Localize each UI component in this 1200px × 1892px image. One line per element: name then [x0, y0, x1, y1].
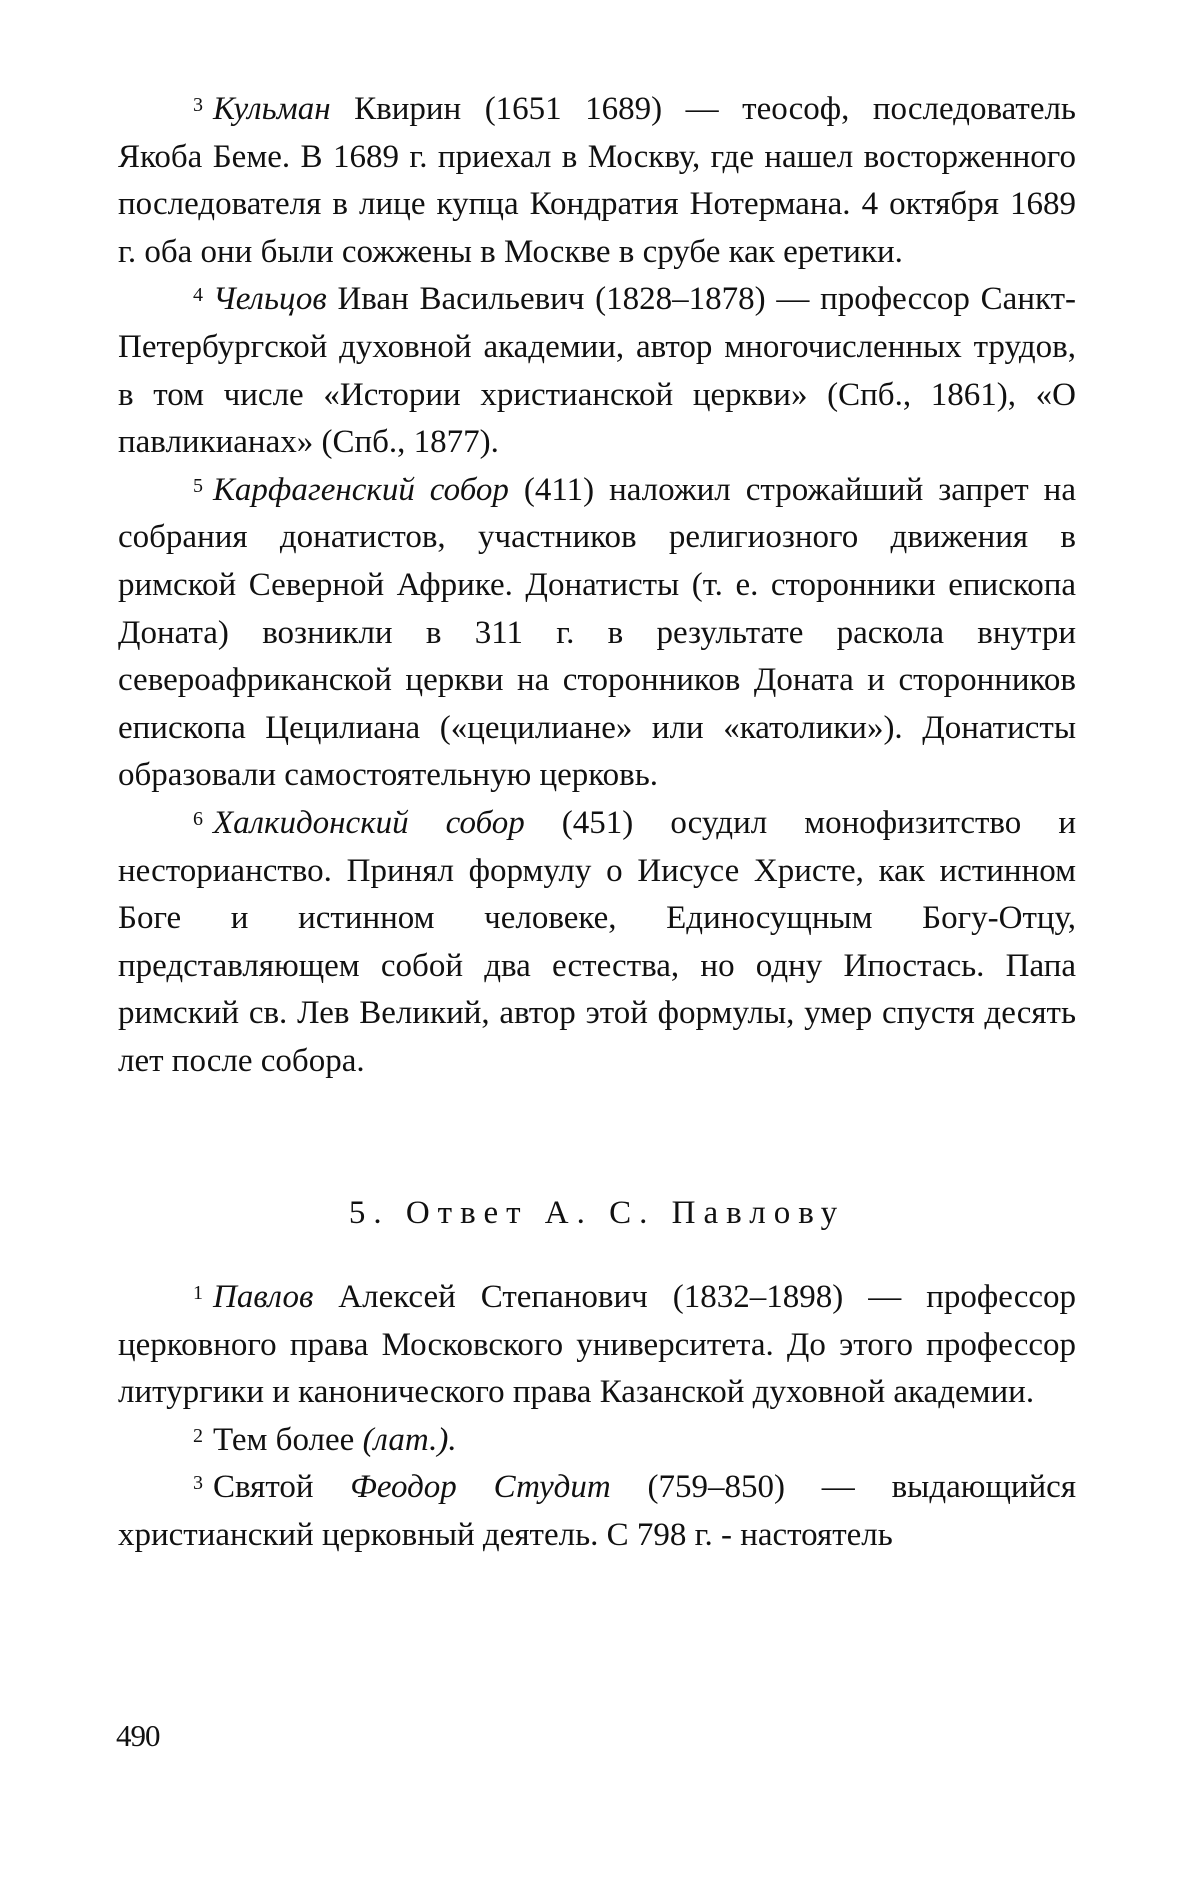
- page-body: [118, 86, 1076, 1560]
- footnote-term: Кульман: [213, 91, 331, 127]
- footnote-text: Квирин (1651 1689) — теософ, последователь Якоба Беме. В 1689 г. приехал в Москву, где нашел восторженного последователя в лице купца Кондратия Нотермана. 4 октября 1689 г. оба они были сожжены в Москве в срубе как еретики.: [118, 91, 1076, 270]
- footnote-text: (411) наложил строжайший запрет на собрания донатистов, участников религиозного движения в римской Северной Африке. Донатисты (т. е. сторонники епископа Доната) возникли в 311 г. в результате раскола внутри североафриканской церкви на сторонников Доната и сторонников епископа Цецилиана («цецилиане» или «католики»). Донатисты образовали самостоятельную церковь.: [118, 471, 1076, 794]
- footnote-number: 4: [193, 284, 203, 307]
- section-title: 5. Ответ А. С. Павлову: [348, 1195, 846, 1232]
- footnote: [118, 1464, 1076, 1559]
- footnote-term: Халкидонский собор: [213, 804, 525, 841]
- footnote-term: Павлов: [213, 1279, 314, 1316]
- footnote-number: 6: [193, 807, 203, 830]
- footnote-text: Иван Васильевич (1828–1878) — профессор Санкт-Петербургской духовной академии, автор многочисленных трудов, в том числе «Истории христианской церкви» (Спб., 1861), «О павликианах» (Спб., 1877).: [118, 281, 1076, 461]
- footnote-term: Карфагенский собор: [213, 471, 509, 508]
- footnote-number: 3: [193, 1472, 203, 1495]
- footnote-text: Алексей Степанович (1832–1898) — профессор церковного права Московского университета. До этого профессор литургики и канонического права Казанской духовной академии.: [118, 1279, 1076, 1411]
- footnote-term: Чельцов: [213, 281, 327, 318]
- footnote-text-prefix: Святой: [213, 1469, 351, 1506]
- footnote-text-prefix: Тем более: [213, 1421, 363, 1458]
- footnote-number: 5: [193, 474, 203, 497]
- footnote: [118, 1274, 1076, 1417]
- footnote-number: 1: [193, 1282, 203, 1305]
- footnote: [118, 276, 1076, 466]
- page-number: 490: [116, 1718, 160, 1753]
- footnote-text: (451) осудил монофизитство и несторианство. Принял формулу о Иисусе Христе, как истинном Боге и истинном человеке, Единосущным Богу-Отцу, представляющем собой два естества, но одну Ипостась. Папа римский св. Лев Великий, автор этой формулы, умер спустя десять лет после собора.: [118, 804, 1077, 1079]
- footnote-term: Феодор Студит: [350, 1469, 611, 1506]
- footnote: [118, 467, 1076, 800]
- footnote-number: 2: [193, 1424, 203, 1447]
- footnote-text: (759–850) — выдающийся христианский церковный деятель. С 798 г. - настоятель: [118, 1469, 1076, 1554]
- footnote: [118, 1417, 1076, 1465]
- footnote: [118, 800, 1076, 1086]
- footnote-number: 3: [193, 94, 203, 116]
- footnote: [118, 86, 1076, 276]
- footnote-term: (лат.).: [362, 1421, 457, 1458]
